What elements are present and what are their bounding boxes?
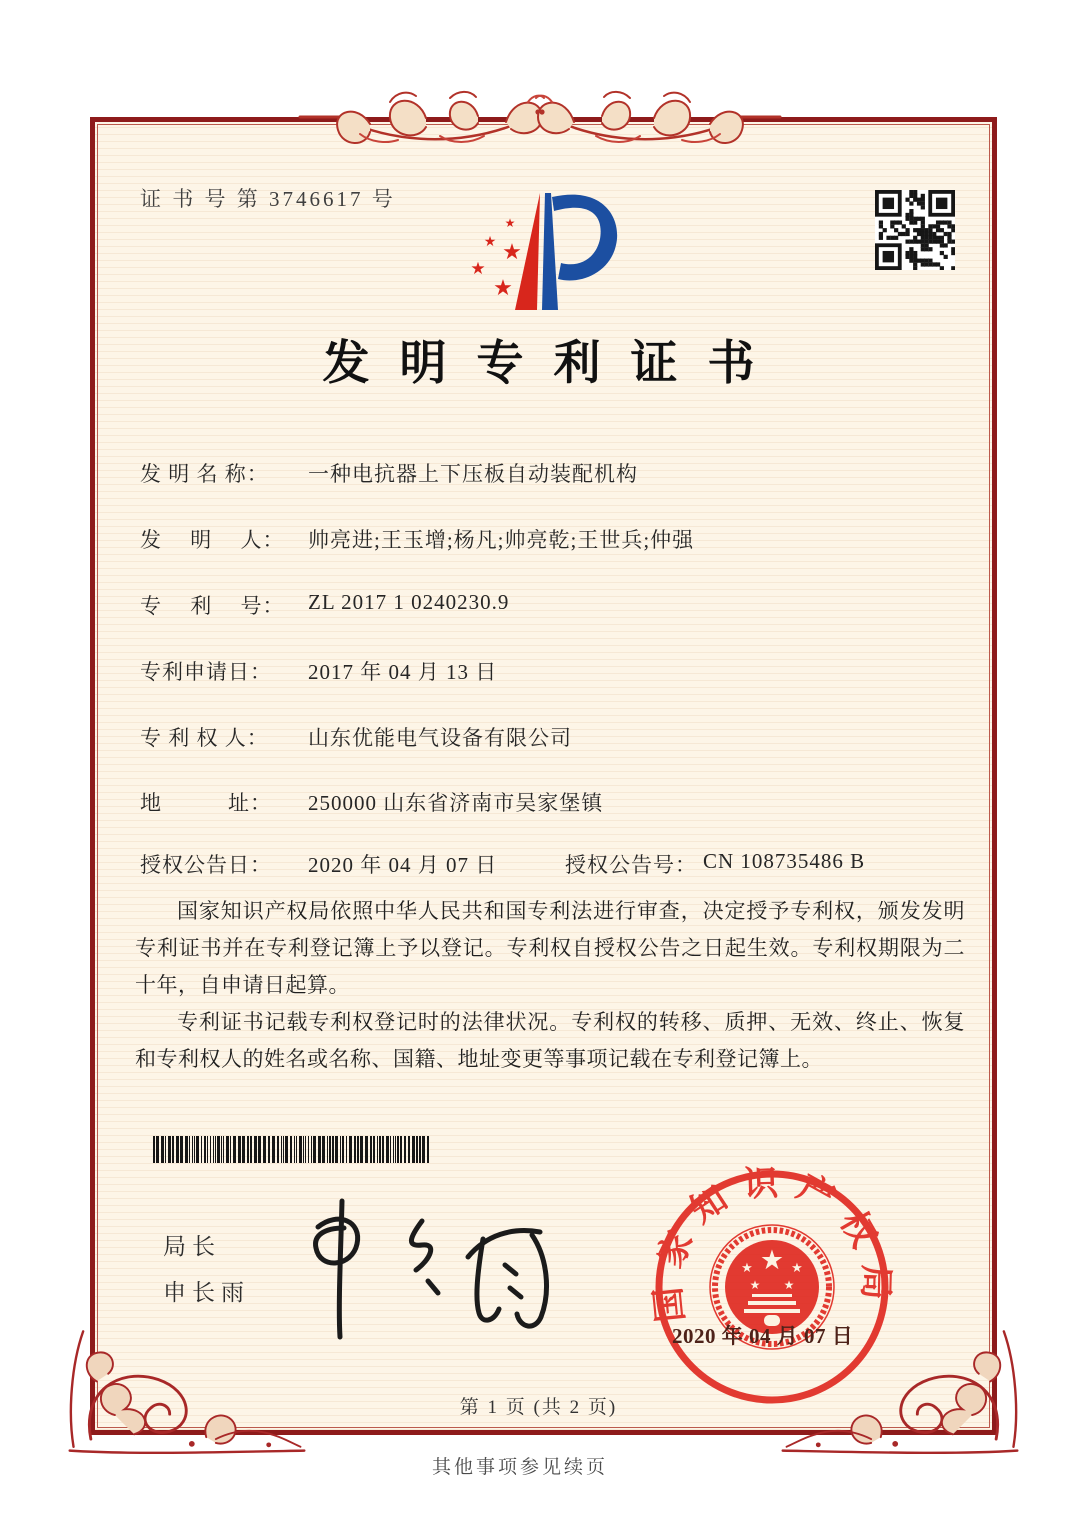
page-number: 第 1 页 (共 2 页) [459,1397,618,1418]
commissioner-title: 局长 [163,1233,221,1259]
field-label: 专利申请日： [140,660,272,684]
svg-text:★: ★ [483,234,497,250]
official-seal [648,1163,896,1411]
field-label: 授权公告号： [565,853,697,877]
svg-text:★: ★ [759,1245,785,1276]
field-address [140,787,603,817]
field-label: 专 利 权 人： [140,726,269,750]
field-filing-date [140,656,497,686]
logo-blue-bowl [552,195,617,281]
field-value: 帅亮进;王玉增;杨凡;帅亮乾;王世兵;仲强 [308,528,695,552]
legal-paragraph-2: 专利证书记载专利权登记时的法律状况。专利权的转移、质押、无效、终止、恢复和专利权人的姓名或名称、国籍、地址变更等事项记载在专利登记簿上。 [135,1010,965,1071]
corner-flourish-left-icon [62,1322,312,1460]
svg-text:★: ★ [783,1278,795,1292]
field-inventors [140,524,694,554]
svg-text:★: ★ [470,259,486,279]
commissioner-signature [270,1195,570,1345]
svg-text:★: ★ [749,1278,761,1292]
field-label: 发 明 名 称： [140,462,269,486]
legal-paragraph-1: 国家知识产权局依照中华人民共和国专利法进行审查，决定授予专利权，颁发发明专利证书并在专利登记簿上予以登记。专利权自授权公告之日起生效。专利权期限为二十年，自申请日起算。 [135,899,965,997]
field-grant-date [140,849,497,879]
field-value: 2017 年 04 月 13 日 [308,660,498,684]
logo-stars [470,216,521,301]
field-value: CN 108735486 B [703,849,866,873]
certificate-number: 证 书 号 第 3746617 号 [140,187,396,211]
field-value: 2020 年 04 月 07 日 [308,853,498,877]
svg-text:★: ★ [504,216,516,230]
qr-code [875,190,955,270]
top-dragon-ornament-icon [300,72,780,172]
certificate-title: 发明专利证书 [322,338,785,390]
commissioner-name: 申长雨 [163,1279,250,1305]
seal-ring-text: 国家知识产权局 [647,1163,896,1325]
field-value: ZL 2017 1 0240230.9 [308,590,510,614]
field-invention-name [140,458,638,488]
svg-text:★: ★ [502,240,522,265]
field-patent-number [140,590,509,620]
field-grant-number [565,849,865,879]
field-value: 250000 山东省济南市吴家堡镇 [308,791,604,815]
field-patentee [140,722,572,752]
legal-text [135,893,965,1078]
field-label: 地 址： [140,791,272,815]
field-label: 授权公告日： [140,853,272,877]
field-label: 专 利 号： [140,594,285,618]
field-label: 发 明 人： [140,528,285,552]
svg-text:★: ★ [493,276,513,301]
field-value: 一种电抗器上下压板自动装配机构 [308,462,638,486]
seal-date: 2020 年 04 月 07 日 [672,1324,854,1348]
cnipa-logo-icon [440,165,660,315]
svg-text:★: ★ [791,1261,803,1276]
barcode [152,1136,430,1163]
field-value: 山东优能电气设备有限公司 [308,726,572,750]
svg-text:★: ★ [741,1261,753,1276]
continuation-note: 其他事项参见续页 [432,1457,609,1478]
